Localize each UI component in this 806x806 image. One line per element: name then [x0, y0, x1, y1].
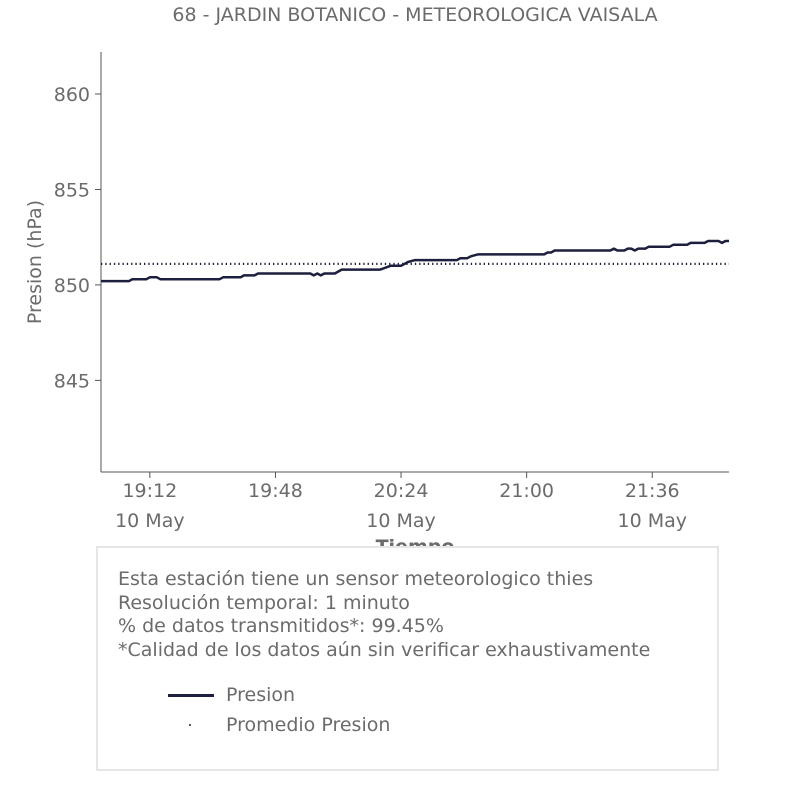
- y-tick-label: 860: [53, 84, 90, 106]
- x-tick-date: 10 May: [366, 510, 436, 532]
- y-tick-label: 845: [53, 370, 90, 393]
- legend-label-presion: Presion: [226, 684, 296, 706]
- x-ticks: [115, 472, 687, 532]
- legend-dot-icon: [168, 718, 214, 732]
- legend-item-presion: [168, 680, 390, 710]
- legend: [168, 680, 390, 740]
- x-tick-label: 21:36: [624, 480, 680, 502]
- legend-line-icon: [168, 688, 214, 702]
- y-tick-label: 850: [53, 274, 90, 297]
- x-tick-date: 10 May: [617, 510, 687, 532]
- info-line-quality: *Calidad de los datos aún sin verificar exhaustivamente: [118, 638, 651, 661]
- y-axis-label: Presion (hPa): [24, 199, 46, 325]
- x-tick-label: 19:12: [122, 480, 178, 502]
- y-ticks: [54, 84, 101, 392]
- x-tick-date: 10 May: [115, 510, 185, 532]
- series-group: [101, 241, 729, 281]
- chart-title: 68 - JARDIN BOTANICO - METEOROLOGICA VAISALA: [172, 4, 658, 26]
- info-text: [118, 568, 650, 662]
- info-panel: [96, 546, 719, 771]
- series-line-presion: [101, 241, 729, 281]
- x-tick-label: 20:24: [373, 480, 429, 502]
- legend-label-promedio: Promedio Presion: [226, 714, 391, 736]
- legend-item-promedio: [168, 710, 390, 740]
- info-line-resolution: Resolución temporal: 1 minuto: [118, 591, 410, 614]
- y-tick-label: 855: [53, 179, 90, 202]
- x-tick-label: 19:48: [248, 480, 303, 502]
- info-line-transmitted: % de datos transmitidos*: 99.45%: [118, 615, 444, 637]
- x-tick-label: 21:00: [499, 480, 555, 502]
- info-line-sensor: Esta estación tiene un sensor meteorologico thies: [118, 568, 594, 590]
